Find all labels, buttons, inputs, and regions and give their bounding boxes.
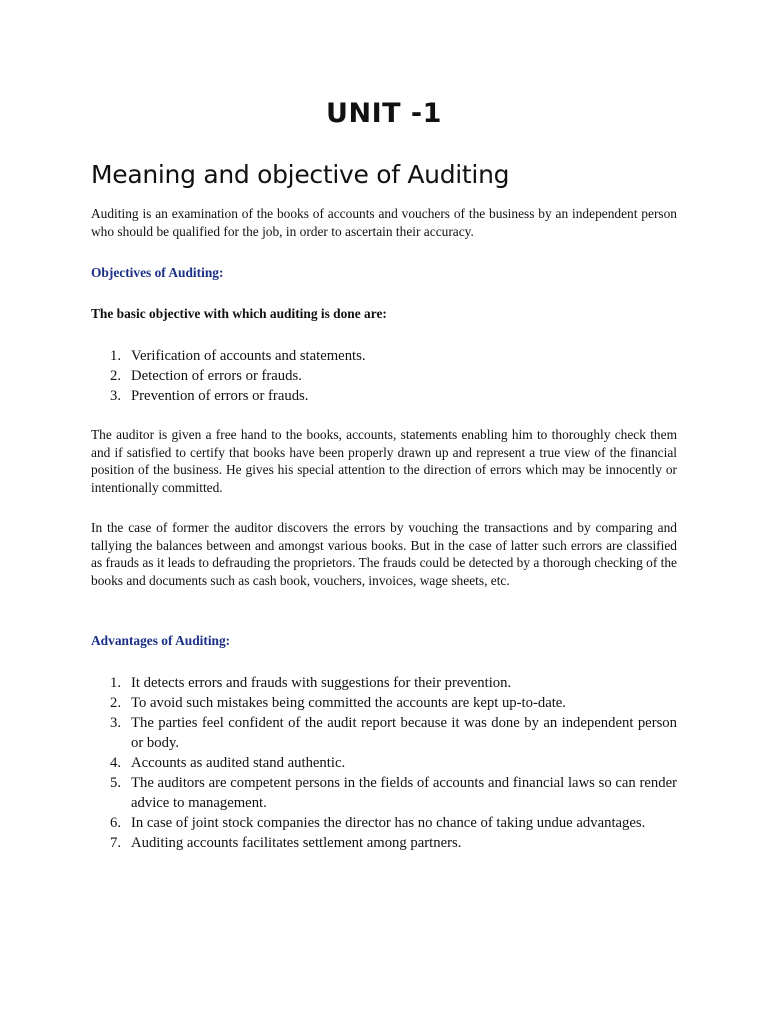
list-number: 6.	[110, 815, 122, 831]
list-item-text: Verification of accounts and statements.	[131, 348, 366, 364]
advantages-heading: Advantages of Auditing:	[91, 633, 231, 648]
list-number: 4.	[110, 755, 122, 771]
list-item	[91, 386, 677, 406]
list-item-text: It detects errors and frauds with suggestions for their prevention.	[131, 675, 512, 691]
list-item-text: Auditing accounts facilitates settlement among partners.	[131, 835, 462, 851]
list-number: 5.	[110, 775, 122, 791]
list-number: 3.	[110, 388, 122, 404]
list-item	[91, 673, 677, 693]
list-item	[91, 366, 677, 386]
list-item-text: To avoid such mistakes being committed the accounts are kept up-to-date.	[131, 695, 566, 711]
list-item	[91, 713, 677, 753]
objectives-lead: The basic objective with which auditing is done are:	[91, 306, 387, 321]
list-item-text: Accounts as audited stand authentic.	[131, 755, 346, 771]
intro-paragraph: Auditing is an examination of the books of accounts and vouchers of the business by an independent person who should be qualified for the job, in order to ascertain their accuracy.	[91, 206, 677, 239]
list-item-text: The auditors are competent persons in the fields of accounts and financial laws so can render advice to management.	[131, 775, 677, 811]
body-paragraph: The auditor is given a free hand to the books, accounts, statements enabling him to thoroughly check them and if satisfied to certify that books have been properly drawn up and represent a true view of the financial position of the business. He gives his special attention to the direction of errors which may be innocently or intentionally committed.	[91, 427, 677, 495]
list-item	[91, 346, 677, 366]
list-item	[91, 833, 677, 853]
list-item	[91, 693, 677, 713]
list-item	[91, 773, 677, 813]
list-number: 1.	[110, 675, 122, 691]
objectives-list	[91, 346, 677, 406]
list-number: 2.	[110, 368, 122, 384]
advantages-list	[91, 673, 677, 853]
list-item-text: Detection of errors or frauds.	[131, 368, 302, 384]
list-item	[91, 753, 677, 773]
body-paragraph: In the case of former the auditor discovers the errors by vouching the transactions and by comparing and tallying the balances between and amongst various books. But in the case of latter such errors are classified as frauds as it leads to defrauding the proprietors. The frauds could be detected by a thorough checking of the books and documents such as cash book, vouchers, invoices, wage sheets, etc.	[91, 520, 677, 588]
list-number: 1.	[110, 348, 122, 364]
list-item-text: In case of joint stock companies the director has no chance of taking undue advantages.	[131, 815, 646, 831]
list-number: 7.	[110, 835, 122, 851]
objectives-heading: Objectives of Auditing:	[91, 265, 224, 280]
list-number: 3.	[110, 715, 122, 731]
unit-title: UNIT -1	[326, 98, 442, 129]
list-item	[91, 813, 677, 833]
list-item-text: The parties feel confident of the audit report because it was done by an independent person or body.	[131, 715, 677, 751]
main-heading: Meaning and objective of Auditing	[91, 160, 510, 189]
list-number: 2.	[110, 695, 122, 711]
list-item-text: Prevention of errors or frauds.	[131, 388, 309, 404]
